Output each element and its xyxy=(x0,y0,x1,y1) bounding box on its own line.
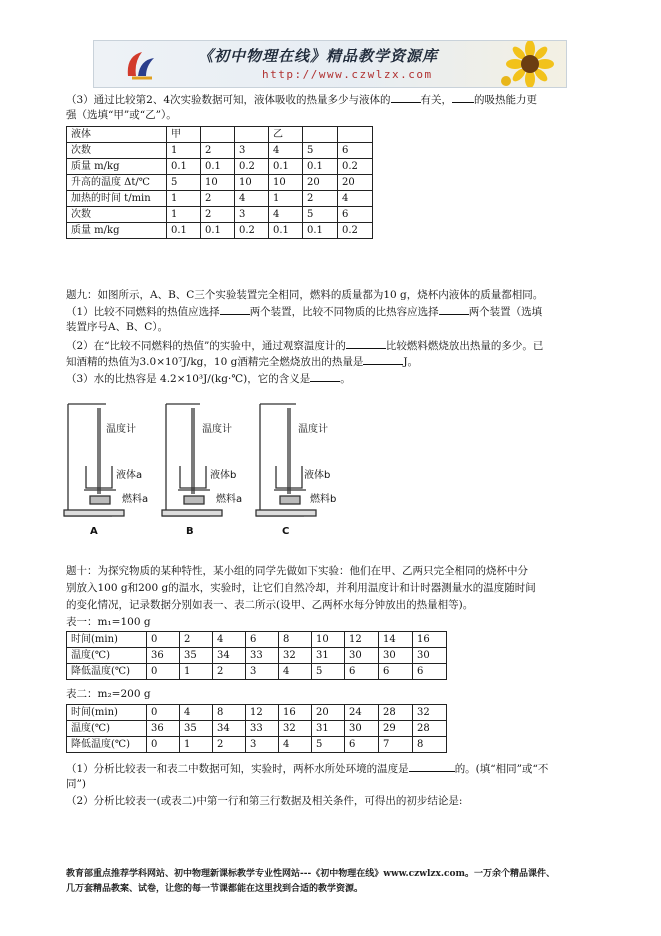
table-liquid-cell: 0.1 xyxy=(303,159,338,175)
fig-label-b: B xyxy=(186,526,194,537)
table-water-100g-cell: 0 xyxy=(147,664,180,680)
table-water-100g-cell: 5 xyxy=(312,664,345,680)
table-liquid-cell: 5 xyxy=(167,175,201,191)
fig-a-liquid-label: 液体a xyxy=(116,470,143,481)
table-water-100g-cell: 0 xyxy=(147,632,180,648)
table-water-200g-cell: 7 xyxy=(379,737,413,753)
table-liquid-cell xyxy=(303,127,338,143)
q3-blank-2[interactable] xyxy=(452,91,474,103)
table-water-200g-cell: 3 xyxy=(246,737,279,753)
table-water-100g-row-header: 温度(℃) xyxy=(67,648,147,664)
q9-part2-text-d: J。 xyxy=(403,356,419,368)
table-water-200g-cell: 5 xyxy=(312,737,345,753)
table-liquid-cell: 2 xyxy=(201,207,235,223)
table-water-200g-cell: 30 xyxy=(345,721,379,737)
table-water-100g-cell: 6 xyxy=(379,664,413,680)
footer-line1: 教育部重点推荐学科网站、初中物理新课标教学专业性网站---《初中物理在线》www.czwlzx.com。一万余个精品课件、 xyxy=(66,869,556,879)
table-liquid-cell: 1 xyxy=(167,207,201,223)
q9-part3 xyxy=(66,370,351,387)
table-liquid-row-header: 次数 xyxy=(67,207,167,223)
q10-line1: 题十：为探究物质的某种特性，某小组的同学先做如下实验：他们在甲、乙两只完全相同的烧杯中分 xyxy=(66,565,528,577)
table-water-200g-row-header: 时间(min) xyxy=(67,705,147,721)
table-liquid-row xyxy=(67,127,373,143)
q9-part1-text-a: （1）比较不同燃料的热值应选择 xyxy=(66,306,220,318)
fig-b-thermometer-label: 温度计 xyxy=(202,424,232,435)
q9-part1-cont: 装置序号A、B、C）。 xyxy=(66,321,169,333)
table-liquid-cell: 6 xyxy=(338,143,373,159)
table-liquid-cell: 4 xyxy=(269,143,303,159)
table-water-100g-cell: 31 xyxy=(312,648,345,664)
table-water-200g-cell: 12 xyxy=(246,705,279,721)
table-liquid-cell: 1 xyxy=(167,143,201,159)
table-liquid-row xyxy=(67,143,373,159)
table-liquid-cell: 0.2 xyxy=(338,159,373,175)
table-liquid-row-header: 加热的时间 t/min xyxy=(67,191,167,207)
table-liquid-cell: 2 xyxy=(201,191,235,207)
table-liquid-cell: 10 xyxy=(269,175,303,191)
table-water-100g-row xyxy=(67,648,447,664)
q10-sub1-text-b: 的。(填“相同”或“不 xyxy=(454,763,549,775)
table3-caption: 表二：m₂=200 g xyxy=(66,688,151,700)
table-water-200g xyxy=(66,704,447,753)
apparatus-figure xyxy=(60,398,360,540)
table-water-100g-cell: 12 xyxy=(345,632,379,648)
table-liquid-row-header: 次数 xyxy=(67,143,167,159)
table-liquid-cell xyxy=(338,127,373,143)
table-liquid-cell: 3 xyxy=(235,143,269,159)
table-liquid-experiment xyxy=(66,126,373,239)
table-liquid-cell: 4 xyxy=(338,191,373,207)
table-liquid-body xyxy=(67,127,373,239)
table-water-200g-cell: 8 xyxy=(413,737,447,753)
table-liquid-row xyxy=(67,223,373,239)
table-water-200g-cell: 32 xyxy=(279,721,312,737)
fig-b-fuel-label: 燃料a xyxy=(216,494,243,505)
table-water-100g-cell: 36 xyxy=(147,648,180,664)
q9-part3-text-a: （3）水的比热容是 4.2×10³J/(kg·℃)，它的含义是 xyxy=(66,373,311,385)
table-water-100g-cell: 10 xyxy=(312,632,345,648)
q10-sub1-cont: 同”) xyxy=(66,778,86,790)
table-liquid-cell xyxy=(235,127,269,143)
table-liquid-cell: 6 xyxy=(338,207,373,223)
table-water-100g-cell: 32 xyxy=(279,648,312,664)
table-water-200g-cell: 4 xyxy=(180,705,213,721)
header-banner xyxy=(93,40,567,88)
table-water-100g-row-header: 降低温度(℃) xyxy=(67,664,147,680)
table-water-200g-cell: 8 xyxy=(213,705,246,721)
q9-blank-4[interactable] xyxy=(363,353,403,365)
table-water-100g-cell: 30 xyxy=(379,648,413,664)
table-water-200g-cell: 0 xyxy=(147,737,180,753)
fig-label-c: C xyxy=(282,526,290,537)
table-liquid-cell: 0.1 xyxy=(303,223,338,239)
table-water-100g-cell: 6 xyxy=(413,664,447,680)
q3-blank-1[interactable] xyxy=(391,91,421,103)
fig-a-fuel-label: 燃料a xyxy=(122,494,149,505)
table-liquid-cell: 0.1 xyxy=(269,223,303,239)
table-liquid-cell: 2 xyxy=(201,143,235,159)
table-water-200g-cell: 2 xyxy=(213,737,246,753)
table-liquid-cell: 20 xyxy=(338,175,373,191)
table-water-100g-cell: 2 xyxy=(213,664,246,680)
table-liquid-cell xyxy=(201,127,235,143)
q9-blank-3[interactable] xyxy=(346,337,386,349)
table-water-200g-cell: 0 xyxy=(147,705,180,721)
table-liquid-row xyxy=(67,175,373,191)
table-liquid-cell: 0.2 xyxy=(235,223,269,239)
table-water-200g-cell: 36 xyxy=(147,721,180,737)
table-water-100g-cell: 4 xyxy=(213,632,246,648)
table-liquid-cell: 2 xyxy=(303,191,338,207)
fig-c-liquid-label: 液体b xyxy=(304,470,331,481)
q10-blank-1[interactable] xyxy=(409,760,455,772)
table-water-100g-body xyxy=(67,632,447,680)
table-water-200g-row-header: 降低温度(℃) xyxy=(67,737,147,753)
fig-c-fuel-label: 燃料b xyxy=(310,494,337,505)
table-liquid-cell: 10 xyxy=(201,175,235,191)
table-liquid-cell: 5 xyxy=(303,207,338,223)
table-water-100g-cell: 6 xyxy=(345,664,379,680)
table-water-100g-cell: 30 xyxy=(345,648,379,664)
q10-sub1-text-a: （1）分析比较表一和表二中数据可知，实验时，两杯水所处环境的温度是 xyxy=(66,763,409,775)
table-liquid-cell: 0.1 xyxy=(269,159,303,175)
table-water-200g-cell: 24 xyxy=(345,705,379,721)
fig-a-thermometer-label: 温度计 xyxy=(106,424,136,435)
fig-b-liquid-label: 液体b xyxy=(210,470,237,481)
table-water-100g-cell: 35 xyxy=(180,648,213,664)
banner-title: 《初中物理在线》精品教学资源库 xyxy=(198,47,439,65)
table-liquid-cell: 0.2 xyxy=(338,223,373,239)
table-liquid-cell: 乙 xyxy=(269,127,303,143)
table-liquid-row-header: 升高的温度 Δt/℃ xyxy=(67,175,167,191)
table-water-100g-cell: 1 xyxy=(180,664,213,680)
table-water-200g-cell: 28 xyxy=(413,721,447,737)
table-water-200g-cell: 28 xyxy=(379,705,413,721)
table-water-100g-cell: 3 xyxy=(246,664,279,680)
table-water-200g-cell: 1 xyxy=(180,737,213,753)
sunflower-icon xyxy=(500,41,560,87)
table-water-200g-cell: 31 xyxy=(312,721,345,737)
table-liquid-cell: 5 xyxy=(303,143,338,159)
q9-blank-5[interactable] xyxy=(310,370,340,382)
table-water-100g-cell: 33 xyxy=(246,648,279,664)
table-water-200g-cell: 34 xyxy=(213,721,246,737)
table-liquid-cell: 甲 xyxy=(167,127,201,143)
footer-line2: 几万套精品教案、试卷，让您的每一节课都能在这里找到合适的教学资源。 xyxy=(66,884,364,894)
table-liquid-cell: 20 xyxy=(303,175,338,191)
table-liquid-cell: 1 xyxy=(167,191,201,207)
table-water-100g-cell: 8 xyxy=(279,632,312,648)
table-water-200g-cell: 4 xyxy=(279,737,312,753)
table-liquid-row-header: 质量 m/kg xyxy=(67,159,167,175)
table-liquid-row-header: 质量 m/kg xyxy=(67,223,167,239)
q9-blank-2[interactable] xyxy=(439,303,469,315)
table-water-100g-cell: 2 xyxy=(180,632,213,648)
table-water-200g-cell: 16 xyxy=(279,705,312,721)
q9-part2-text-c: 知酒精的热值为3.0×10⁷J/kg，10 g酒精完全燃烧放出的热量是 xyxy=(66,356,364,368)
table-liquid-row xyxy=(67,191,373,207)
table-water-200g-cell: 32 xyxy=(413,705,447,721)
table-water-200g-cell: 33 xyxy=(246,721,279,737)
q10-sub2: （2）分析比较表一(或表二)中第一行和第三行数据及相关条件，可得出的初步结论是: xyxy=(66,795,463,807)
q9-part1-text-c: 两个装置（选填 xyxy=(468,306,543,318)
q9-part2-text-a: （2）在“比较不同燃料的热值”的实验中，通过观察温度计的 xyxy=(66,340,346,352)
q9-part1 xyxy=(66,303,542,320)
table-liquid-cell: 3 xyxy=(235,207,269,223)
q10-line3: 的变化情况，记录数据分别如表一、表二所示(设甲、乙两杯水每分钟放出的热量相等)。 xyxy=(66,599,474,611)
table-liquid-cell: 0.1 xyxy=(201,223,235,239)
q10-line2: 别放入100 g和200 g的温水，实验时，让它们自然冷却，并利用温度计和计时器测量水的温度随时间 xyxy=(66,582,536,594)
table-water-200g-row xyxy=(67,737,447,753)
table-liquid-cell: 4 xyxy=(269,207,303,223)
q3-text-b: 有关， xyxy=(420,94,453,106)
q9-intro: 题九：如图所示，A、B、C三个实验装置完全相同，燃料的质量都为10 g，烧杯内液体的质量都相同。 xyxy=(66,289,544,301)
table-water-200g-cell: 20 xyxy=(312,705,345,721)
q3-line1 xyxy=(66,91,537,108)
table-water-200g-cell: 35 xyxy=(180,721,213,737)
table-liquid-cell: 0.1 xyxy=(201,159,235,175)
table-water-100g-cell: 6 xyxy=(246,632,279,648)
fig-c-thermometer-label: 温度计 xyxy=(298,424,328,435)
table-liquid-cell: 0.1 xyxy=(167,159,201,175)
table-water-100g-cell: 14 xyxy=(379,632,413,648)
q3-text-c: 的吸热能力更 xyxy=(474,94,538,106)
q9-part1-text-b: 两个装置，比较不同物质的比热容应选择 xyxy=(249,306,439,318)
table-water-200g-body xyxy=(67,705,447,753)
table-liquid-cell: 10 xyxy=(235,175,269,191)
table-water-100g-cell: 34 xyxy=(213,648,246,664)
site-logo-icon xyxy=(122,46,158,82)
q9-part2-text-b: 比较燃料燃烧放出热量的多少。已 xyxy=(385,340,544,352)
table-liquid-cell: 0.1 xyxy=(167,223,201,239)
table-water-100g-cell: 4 xyxy=(279,664,312,680)
table-liquid-row xyxy=(67,207,373,223)
table-water-200g-row-header: 温度(℃) xyxy=(67,721,147,737)
q9-part2-cont xyxy=(66,353,418,370)
table-water-100g-row-header: 时间(min) xyxy=(67,632,147,648)
banner-url: http://www.czwlzx.com xyxy=(262,68,433,81)
table-water-100g-cell: 16 xyxy=(413,632,447,648)
q9-blank-1[interactable] xyxy=(220,303,250,315)
q9-part3-text-b: 。 xyxy=(340,373,351,385)
table-water-100g-row xyxy=(67,632,447,648)
table2-caption: 表一：m₁=100 g xyxy=(66,616,151,628)
q3-line2: 强（选填“甲”或“乙”）。 xyxy=(66,109,177,121)
table-liquid-row xyxy=(67,159,373,175)
table-water-100g-row xyxy=(67,664,447,680)
q3-text-a: （3）通过比较第2、4次实验数据可知，液体吸收的热量多少与液体的 xyxy=(66,94,391,106)
table-liquid-row-header: 液体 xyxy=(67,127,167,143)
table-water-200g-cell: 29 xyxy=(379,721,413,737)
table-water-200g-cell: 6 xyxy=(345,737,379,753)
table-liquid-cell: 4 xyxy=(235,191,269,207)
table-liquid-cell: 0.2 xyxy=(235,159,269,175)
table-water-100g-cell: 30 xyxy=(413,648,447,664)
table-water-200g-row xyxy=(67,705,447,721)
table-water-200g-row xyxy=(67,721,447,737)
q9-part2 xyxy=(66,337,543,354)
q10-sub1 xyxy=(66,760,548,777)
table-liquid-cell: 1 xyxy=(269,191,303,207)
fig-label-a: A xyxy=(90,526,98,537)
table-water-100g xyxy=(66,631,447,680)
